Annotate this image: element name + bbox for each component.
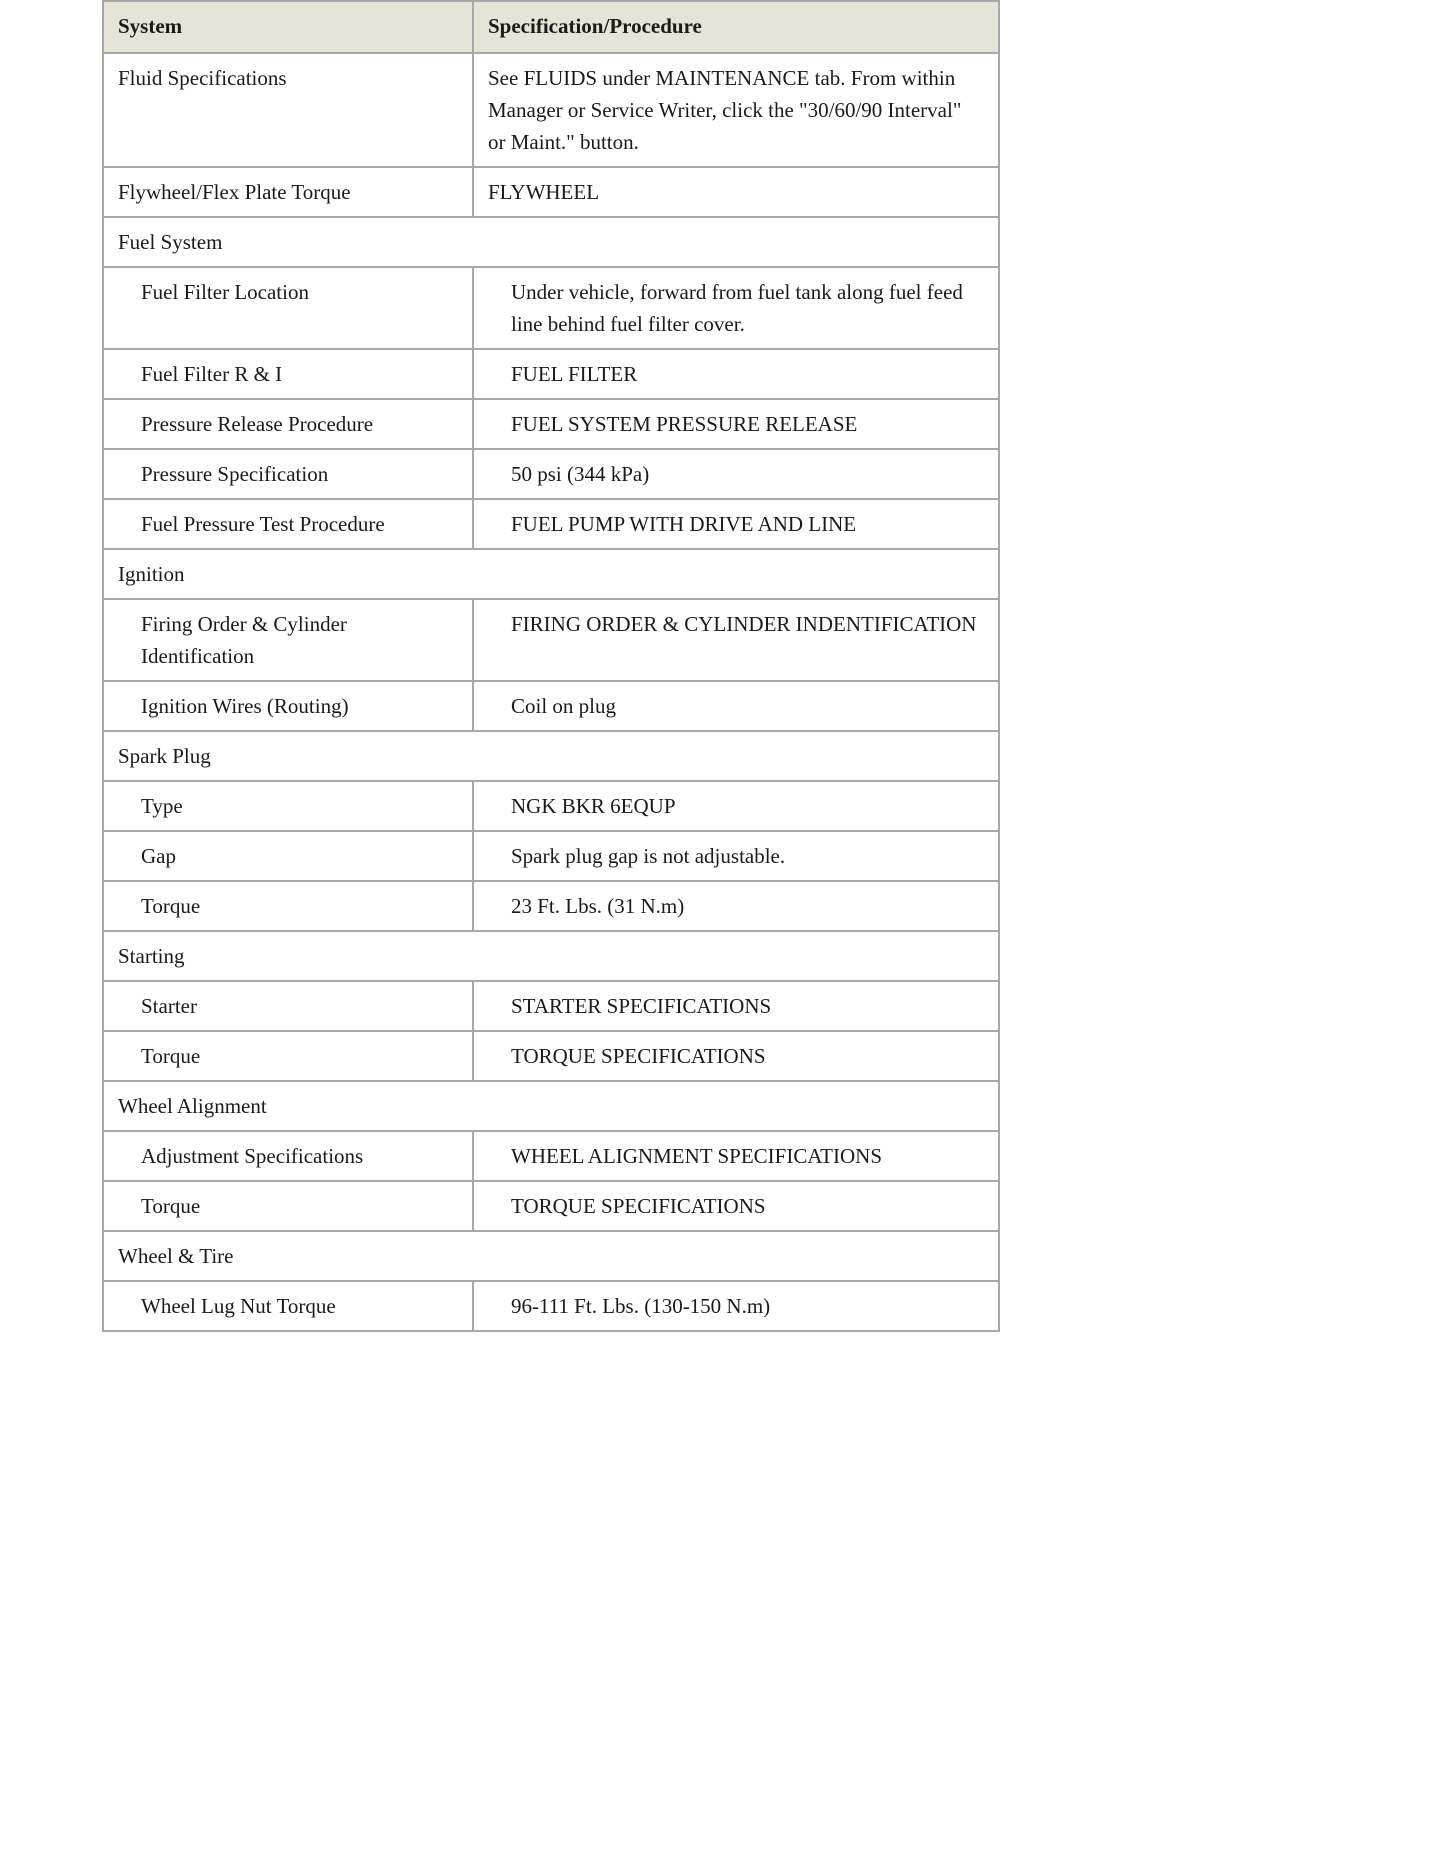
system-cell: Wheel Lug Nut Torque — [103, 1281, 473, 1331]
section-heading: Spark Plug — [103, 731, 999, 781]
system-cell: Fuel Filter R & I — [103, 349, 473, 399]
table-row — [103, 881, 999, 931]
specification-cell: 50 psi (344 kPa) — [473, 449, 999, 499]
table-section-row — [103, 549, 999, 599]
system-cell: Firing Order & Cylinder Identification — [103, 599, 473, 681]
system-cell: Type — [103, 781, 473, 831]
table-row — [103, 53, 999, 167]
specification-cell: FLYWHEEL — [473, 167, 999, 217]
system-cell: Ignition Wires (Routing) — [103, 681, 473, 731]
table-header-row — [103, 1, 999, 53]
specification-table — [102, 0, 1000, 1332]
section-heading: Wheel & Tire — [103, 1231, 999, 1281]
table-section-row — [103, 731, 999, 781]
table-row — [103, 1031, 999, 1081]
section-heading: Fuel System — [103, 217, 999, 267]
specification-cell: FUEL SYSTEM PRESSURE RELEASE — [473, 399, 999, 449]
table-row — [103, 1281, 999, 1331]
specification-cell: WHEEL ALIGNMENT SPECIFICATIONS — [473, 1131, 999, 1181]
section-heading: Wheel Alignment — [103, 1081, 999, 1131]
system-cell: Adjustment Specifications — [103, 1131, 473, 1181]
table-row — [103, 831, 999, 881]
system-cell: Torque — [103, 1181, 473, 1231]
system-cell: Torque — [103, 881, 473, 931]
specification-cell: 96-111 Ft. Lbs. (130-150 N.m) — [473, 1281, 999, 1331]
specification-cell: FUEL FILTER — [473, 349, 999, 399]
specification-cell: See FLUIDS under MAINTENANCE tab. From within Manager or Service Writer, click the "30/60/90 Interval" or Maint." button. — [473, 53, 999, 167]
table-row — [103, 499, 999, 549]
system-cell: Fuel Pressure Test Procedure — [103, 499, 473, 549]
system-cell: Fluid Specifications — [103, 53, 473, 167]
section-heading: Starting — [103, 931, 999, 981]
table-section-row — [103, 1231, 999, 1281]
specification-cell: FIRING ORDER & CYLINDER INDENTIFICATION — [473, 599, 999, 681]
system-cell: Flywheel/Flex Plate Torque — [103, 167, 473, 217]
system-cell: Torque — [103, 1031, 473, 1081]
table-row — [103, 267, 999, 349]
system-cell: Fuel Filter Location — [103, 267, 473, 349]
specification-cell: Under vehicle, forward from fuel tank along fuel feed line behind fuel filter cover. — [473, 267, 999, 349]
table-row — [103, 399, 999, 449]
table-row — [103, 781, 999, 831]
table-section-row — [103, 931, 999, 981]
section-heading: Ignition — [103, 549, 999, 599]
system-cell: Pressure Specification — [103, 449, 473, 499]
table-body — [103, 53, 999, 1331]
specification-cell: 23 Ft. Lbs. (31 N.m) — [473, 881, 999, 931]
table-row — [103, 981, 999, 1031]
specification-cell: Spark plug gap is not adjustable. — [473, 831, 999, 881]
specification-cell: STARTER SPECIFICATIONS — [473, 981, 999, 1031]
specification-cell: TORQUE SPECIFICATIONS — [473, 1031, 999, 1081]
specification-cell: Coil on plug — [473, 681, 999, 731]
table-row — [103, 349, 999, 399]
table-row — [103, 681, 999, 731]
table-section-row — [103, 217, 999, 267]
table-row — [103, 1181, 999, 1231]
table-row — [103, 599, 999, 681]
system-cell: Gap — [103, 831, 473, 881]
system-cell: Starter — [103, 981, 473, 1031]
specification-cell: NGK BKR 6EQUP — [473, 781, 999, 831]
table-row — [103, 1131, 999, 1181]
specification-cell: FUEL PUMP WITH DRIVE AND LINE — [473, 499, 999, 549]
column-header-system: System — [103, 1, 473, 53]
table-row — [103, 167, 999, 217]
table-section-row — [103, 1081, 999, 1131]
system-cell: Pressure Release Procedure — [103, 399, 473, 449]
table-row — [103, 449, 999, 499]
column-header-specification: Specification/Procedure — [473, 1, 999, 53]
specification-cell: TORQUE SPECIFICATIONS — [473, 1181, 999, 1231]
